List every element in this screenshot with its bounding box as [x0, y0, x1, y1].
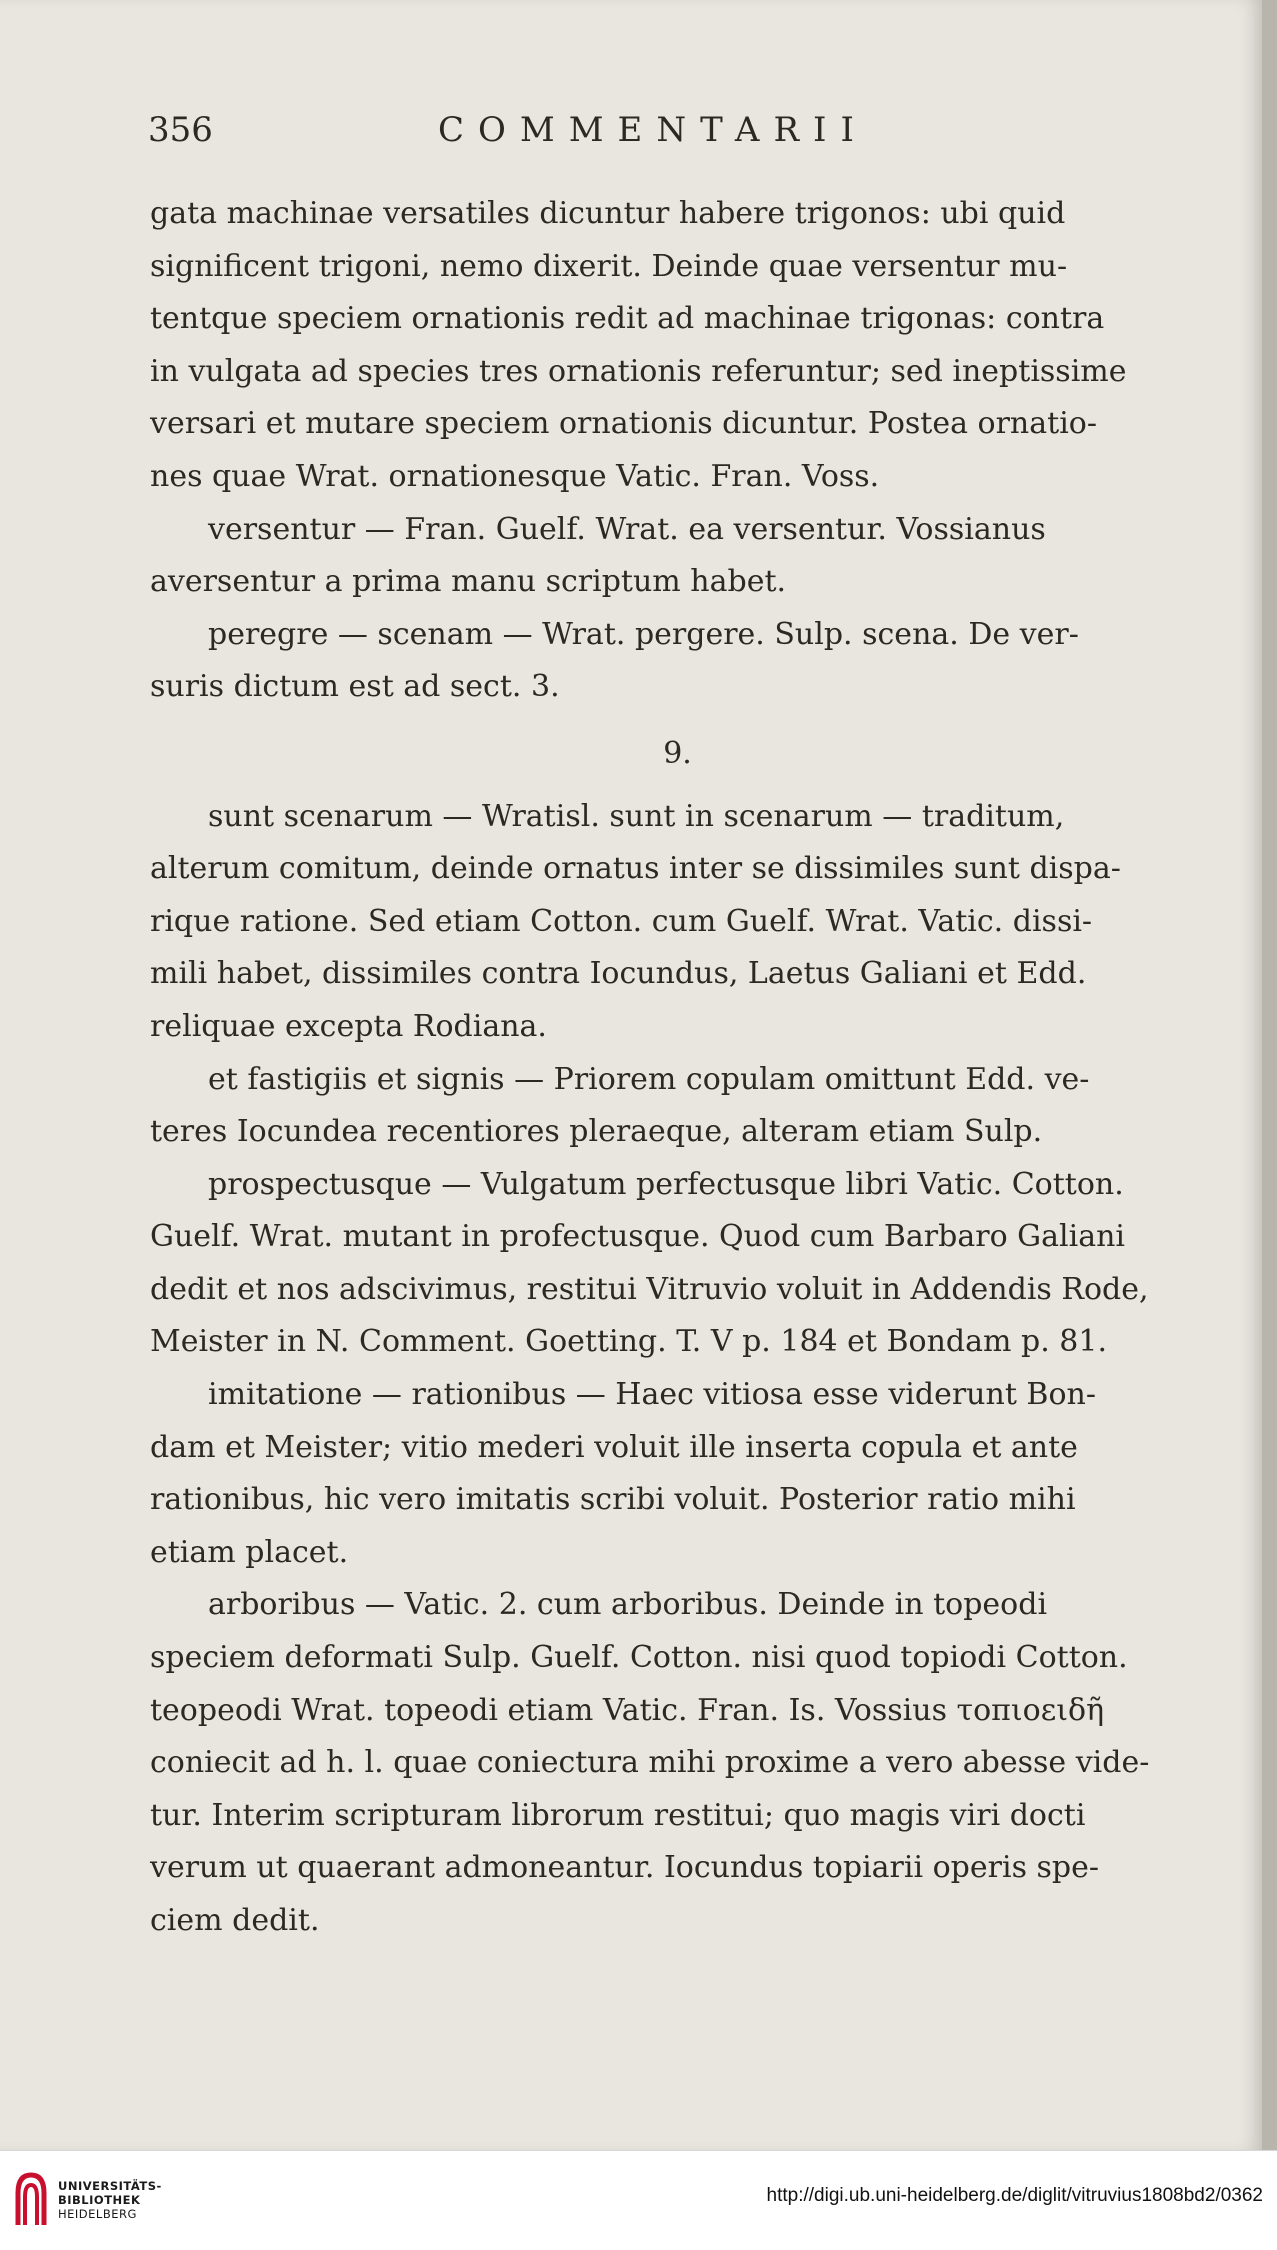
text-line: aversentur a prima manu scriptum habet.: [150, 564, 787, 600]
text-line: rationibus, hic vero imitatis scribi voluit. Posterior ratio mihi: [150, 1482, 1076, 1518]
text-line: alterum comitum, deinde ornatus inter se dissimiles sunt dispa-: [150, 851, 1121, 887]
text-line: verum ut quaerant admoneantur. Iocundus topiarii operis spe-: [150, 1850, 1099, 1886]
text-line: etiam placet.: [150, 1534, 349, 1570]
text-line: gata machinae versatiles dicuntur habere trigonos: ubi quid: [150, 196, 1066, 231]
text-line: reliquae excepta Rodiana.: [150, 1008, 547, 1044]
running-title: COMMENTARII: [438, 110, 868, 150]
heidelberg-library-logo-icon[interactable]: [12, 2171, 50, 2227]
text-line: mili habet, dissimiles contra Iocundus, Laetus Galiani et Edd.: [150, 956, 1087, 992]
text-line: arboribus — Vatic. 2. cum arboribus. Deinde in topeodi: [208, 1587, 1048, 1623]
text-line: suris dictum est ad sect. 3.: [150, 669, 560, 705]
text-line: tentque speciem ornationis redit ad machinae trigonas: contra: [150, 301, 1105, 337]
text-line: peregre — scenam — Wrat. pergere. Sulp. scena. De ver-: [208, 616, 1079, 652]
text-line: imitatione — rationibus — Haec vitiosa esse viderunt Bon-: [208, 1377, 1096, 1413]
text-line: dam et Meister; vitio mederi voluit ille inserta copula et ante: [150, 1429, 1078, 1465]
text-line: teres Iocundea recentiores pleraeque, alteram etiam Sulp.: [150, 1114, 1043, 1150]
text-line: speciem deformati Sulp. Guelf. Cotton. nisi quod topiodi Cotton.: [150, 1640, 1128, 1676]
library-name-line: BIBLIOTHEK: [58, 2193, 141, 2207]
text-line: teopeodi Wrat. topeodi etiam Vatic. Fran. Is. Vossius τοπιοειδῆ: [150, 1692, 1105, 1728]
text-line: in vulgata ad species tres ornationis referuntur; sed ineptissime: [150, 353, 1127, 389]
text-line: significent trigoni, nemo dixerit. Deinde quae versentur mu-: [150, 248, 1068, 284]
library-name-line: UNIVERSITÄTS-: [58, 2179, 162, 2193]
library-name: [58, 2179, 162, 2221]
digitization-footer: [0, 2150, 1277, 2250]
section-number: 9.: [663, 735, 692, 771]
text-line: ciem dedit.: [150, 1903, 320, 1938]
text-line: prospectusque — Vulgatum perfectusque libri Vatic. Cotton.: [208, 1166, 1124, 1202]
text-line: nes quae Wrat. ornationesque Vatic. Fran. Voss.: [150, 458, 880, 494]
commentary-text: [150, 188, 1205, 1948]
text-line: Guelf. Wrat. mutant in profectusque. Quod cum Barbaro Galiani: [150, 1219, 1126, 1255]
text-line: et fastigiis et signis — Priorem copulam omittunt Edd. ve-: [208, 1061, 1090, 1097]
source-url-link[interactable]: http://digi.ub.uni-heidelberg.de/diglit/vitruvius1808bd2/0362: [766, 2185, 1263, 2206]
text-line: Meister in N. Comment. Goetting. T. V p. 184 et Bondam p. 81.: [150, 1324, 1107, 1360]
text-line: coniecit ad h. l. quae coniectura mihi proxime a vero abesse vide-: [150, 1745, 1150, 1781]
page-header: [148, 110, 1198, 166]
text-line: versentur — Fran. Guelf. Wrat. ea versentur. Vossianus: [208, 511, 1046, 547]
text-line: sunt scenarum — Wratisl. sunt in scenarum — traditum,: [208, 798, 1065, 834]
text-line: tur. Interim scripturam librorum restitui; quo magis viri docti: [150, 1797, 1086, 1833]
text-line: dedit et nos adscivimus, restitui Vitruvio voluit in Addendis Rode,: [150, 1271, 1149, 1307]
library-name-line: HEIDELBERG: [58, 2207, 137, 2221]
page-number: 356: [148, 110, 213, 150]
page-edge: [1262, 0, 1277, 2150]
text-line: versari et mutare speciem ornationis dicuntur. Postea ornatio-: [150, 406, 1097, 442]
text-line: rique ratione. Sed etiam Cotton. cum Guelf. Wrat. Vatic. dissi-: [150, 903, 1093, 939]
